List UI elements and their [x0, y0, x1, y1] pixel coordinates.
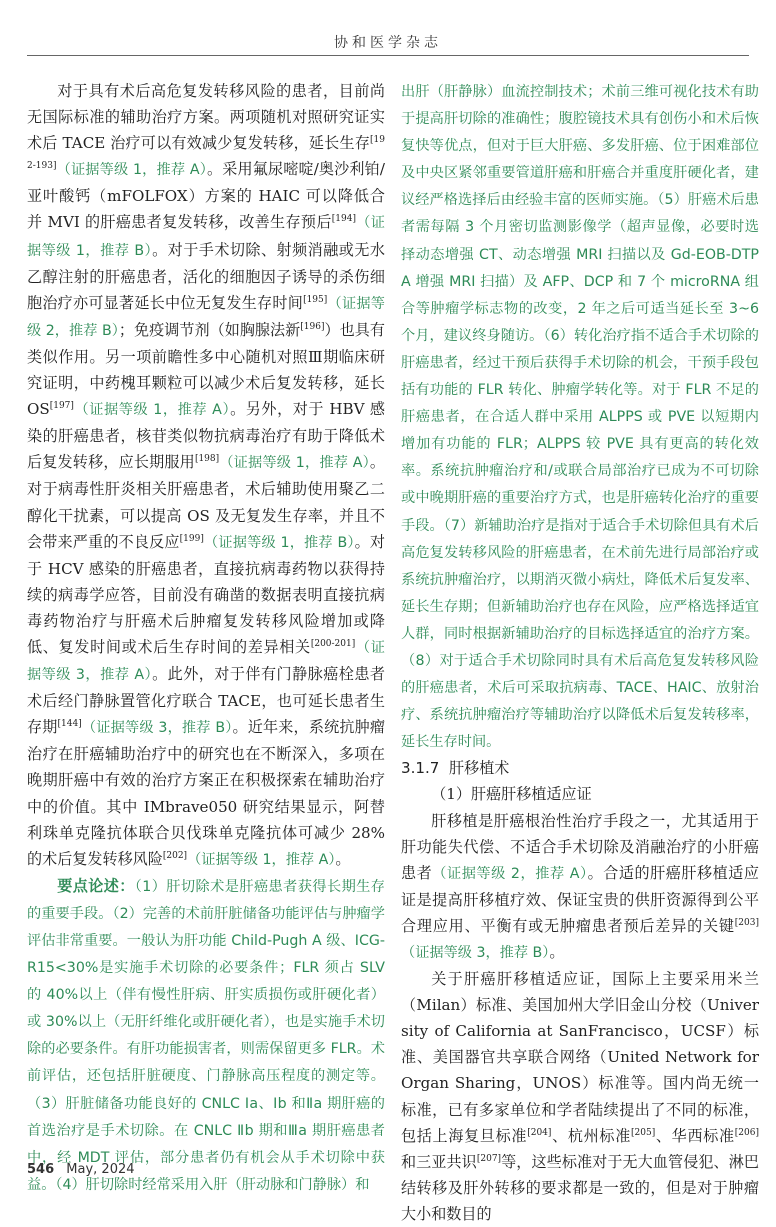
right-column	[401, 78, 759, 1227]
paragraph-transplant-2: 关于肝癌肝移植适应证，国际上主要采用米兰（Milan）标准、美国加州大学旧金山分校（University of California at SanFrancisco，UCSF）标准、美国器官共享联合网络（United Network for Organ Sharing，UNOS）标准等。国内尚无统一标准，已有多家单位和学者陆续提出了不同的标准，包括上海复旦标准[204]、杭州标准[205]、华西标准[206]和三亚共识[207]等，这些标准对于无大血管侵犯、淋巴结转移及肝外转移的要求都是一致的，但是对于肿瘤大小和数目的	[401, 970, 759, 1223]
left-column	[27, 78, 385, 1198]
page-header	[0, 0, 776, 62]
issue-date: May, 2024	[66, 1162, 135, 1177]
key-points-continued: 出肝（肝静脉）血流控制技术；术前三维可视化技术有助于提高肝切除的准确性；腹腔镜技术具有创伤小和术后恢复快等优点，但对于巨大肝癌、多发肝癌、位于困难部位及中央区紧邻重要管道肝癌和肝癌合并重度肝硬化者，建议经严格选择后由经验丰富的医师实施。（5）肝癌术后患者需每隔 3 个月密切监测影像学（超声显像，必要时选择动态增强 CT、动态增强 MRI 扫描以及 Gd-EOB-DTPA 增强 MRI 扫描）及 AFP、DCP 和 7 个 microRNA 组合等肿瘤学标志物的改变，2 年之后可适当延长至 3~6 个月，建议终身随访。（6）转化治疗指不适合手术切除的肝癌患者，经过干预后获得手术切除的机会，干预手段包括有功能的 FLR 转化、肿瘤学转化等。对于 FLR 不足的肝癌患者，在合适人群中采用 ALPPS 或 PVE 以短期内增加有功能的 FLR；ALPPS 较 PVE 具有更高的转化效率。系统抗肿瘤治疗和/或联合局部治疗已成为不可切除或中晚期肝癌的重要治疗方式，也是肝癌转化治疗的重要手段。（7）新辅助治疗是指对于适合手术切除但具有术后高危复发转移风险的肝癌患者，在术前先进行局部治疗或系统抗肿瘤治疗，以期消灭微小病灶，降低术后复发率、延长生存期；但新辅助治疗也存在风险，应严格选择适宜人群，同时根据新辅助治疗的目标选择适宜的治疗方案。（8）对于适合手术切除同时具有术后高危复发转移风险的肝癌患者，术后可采取抗病毒、TACE、HAIC、放射治疗、系统抗肿瘤治疗等辅助治疗以降低术后复发转移率，延长生存时间。	[401, 84, 759, 751]
key-points: 要点论述：（1）肝切除术是肝癌患者获得长期生存的重要手段。（2）完善的术前肝脏储备功能评估与肿瘤学评估非常重要。一般认为肝功能 Child-Pugh A 级、ICG-R15<30%是实施手术切除的必要条件；FLR 须占 SLV 的 40%以上（伴有慢性肝病、肝实质损伤或肝硬化者）或 30%以上（无肝纤维化或肝硬化者），也是实施手术切除的必要条件。有肝功能损害者，则需保留更多 FLR。术前评估，还包括肝脏硬度、门静脉高压程度的测定等。（3）肝脏储备功能良好的 CNLC Ⅰa、Ⅰb 和Ⅱa 期肝癌的首选治疗是手术切除。在 CNLC Ⅱb 期和Ⅲa 期肝癌患者中，经 MDT 评估，部分患者仍有机会从手术切除中获益。（4）肝切除时经常采用入肝（肝动脉和门静脉）和	[27, 876, 385, 1193]
page-footer	[27, 1162, 135, 1177]
subsection-heading: （1）肝癌肝移植适应证	[431, 785, 592, 804]
paragraph-adjuvant: 对于具有术后高危复发转移风险的患者，目前尚无国际标准的辅助治疗方案。两项随机对照研究证实术后 TACE 治疗可以有效减少复发转移，延长生存[192-193]（证据等级 1，推荐 A）。采用氟尿嘧啶/奥沙利铂/亚叶酸钙（mFOLFOX）方案的 HAIC 可以降低合并 MVI 的肝癌患者复发转移，改善生存预后[194]（证据等级 1，推荐 B）。对于手术切除、射频消融或无水乙醇注射的肝癌患者，活化的细胞因子诱导的杀伤细胞治疗亦可显著延长中位无复发生存时间[195]（证据等级 2，推荐 B）；免疫调节剂（如胸腺法新[196]）也具有类似作用。另一项前瞻性多中心随机对照Ⅲ期临床研究证明，中药槐耳颗粒可以减少术后复发转移，延长 OS[197]（证据等级 1，推荐 A）。另外，对于 HBV 感染的肝癌患者，核苷类似物抗病毒治疗有助于降低术后复发转移，应长期服用[198]（证据等级 1，推荐 A）。对于病毒性肝炎相关肝癌患者，术后辅助使用聚乙二醇化干扰素，可以提高 OS 及无复发生存率，并且不会带来严重的不良反应[199]（证据等级 1，推荐 B）。对于 HCV 感染的肝癌患者，直接抗病毒药物以获得持续的病毒学应答，目前没有确凿的数据表明直接抗病毒药物治疗与肝癌术后肿瘤复发转移风险增加或降低、复发时间或术后生存时间的差异相关[200-201]（证据等级 3，推荐 A）。此外，对于伴有门静脉癌栓患者术后经门静脉置管化疗联合 TACE，也可延长患者生存期[144]（证据等级 3，推荐 B）。近年来，系统抗肿瘤治疗在肝癌辅助治疗中的研究也在不断深入，多项在晚期肝癌中有效的治疗方案正在积极探索在辅助治疗中的价值。其中 IMbrave050 研究结果显示，阿替利珠单克隆抗体联合贝伐珠单克隆抗体可减少 28% 的术后复发转移风险[202]（证据等级 1，推荐 A）。	[27, 82, 386, 868]
journal-title: 协和医学杂志	[334, 35, 442, 51]
page-number: 546	[27, 1162, 55, 1177]
paragraph-transplant-1: 肝移植是肝癌根治性治疗手段之一，尤其适用于肝功能失代偿、不适合手术切除及消融治疗的小肝癌患者（证据等级 2，推荐 A）。合适的肝癌肝移植适应证是提高肝移植疗效、保证宝贵的供肝资源得到公平合理应用、平衡有或无肿瘤患者预后差异的关键[203]（证据等级 3，推荐 B）。	[401, 811, 759, 961]
section-heading: 3.1.7 肝移植术	[401, 759, 510, 778]
header-rule	[27, 55, 749, 56]
